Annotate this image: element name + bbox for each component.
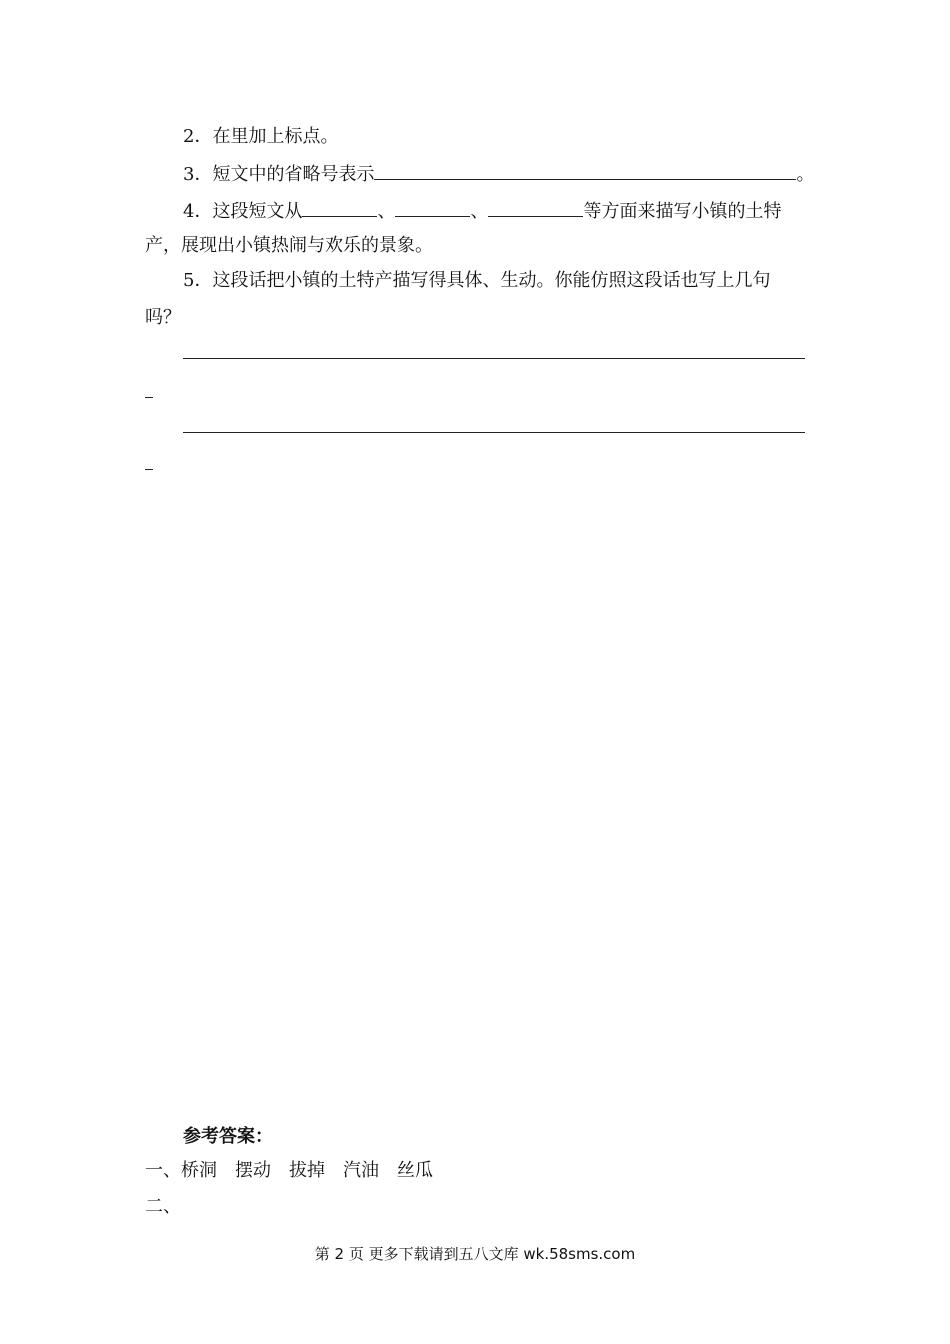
question-2 [183, 125, 338, 149]
answer-item: 汽油 [343, 1160, 379, 1181]
question-4 [183, 198, 781, 224]
writing-line-2[interactable] [183, 432, 805, 433]
section-2-label: 二、 [145, 1196, 181, 1217]
answer-item: 丝瓜 [397, 1160, 433, 1181]
separator: 、 [377, 201, 396, 222]
writing-line-1[interactable] [183, 358, 805, 359]
answers-section-1 [145, 1159, 433, 1183]
question-5-line1: 5．这段话把小镇的土特产描写得具体、生动。你能仿照这段话也写上几句 [183, 270, 771, 291]
question-2-text: 2．在里加上标点。 [183, 126, 339, 147]
answer-item: 桥洞 [181, 1160, 217, 1181]
answer-item: 拔掉 [289, 1160, 325, 1181]
writing-line-2-overflow [145, 469, 153, 470]
answers-heading [183, 1125, 273, 1149]
separator: 、 [470, 201, 489, 222]
question-3 [183, 161, 814, 187]
page-footer [0, 1244, 950, 1264]
question-3-suffix: 。 [796, 164, 815, 185]
answer-blank[interactable] [374, 161, 796, 180]
answer-blank-2[interactable] [395, 198, 470, 217]
answer-blank-3[interactable] [488, 198, 583, 217]
section-1-label: 一、 [145, 1160, 181, 1181]
answer-item: 摆动 [235, 1160, 271, 1181]
question-5-line2: 吗？ [145, 307, 181, 328]
question-4-suffix: 等方面来描写小镇的土特 [583, 201, 782, 222]
question-4-continued [145, 234, 433, 258]
answer-blank-1[interactable] [302, 198, 377, 217]
answers-section-2 [145, 1195, 181, 1219]
question-4-text: 4．这段短文从 [183, 201, 303, 222]
question-3-text: 3．短文中的省略号表示 [183, 164, 375, 185]
question-5 [183, 269, 770, 293]
answers-heading-text: 参考答案： [183, 1126, 273, 1147]
question-5-continued [145, 306, 181, 330]
question-4-line2: 产，展现出小镇热闹与欢乐的景象。 [145, 235, 433, 256]
footer-text: 第 2 页 更多下载请到五八文库 wk.58sms.com [314, 1245, 636, 1263]
writing-line-1-overflow [145, 397, 153, 398]
